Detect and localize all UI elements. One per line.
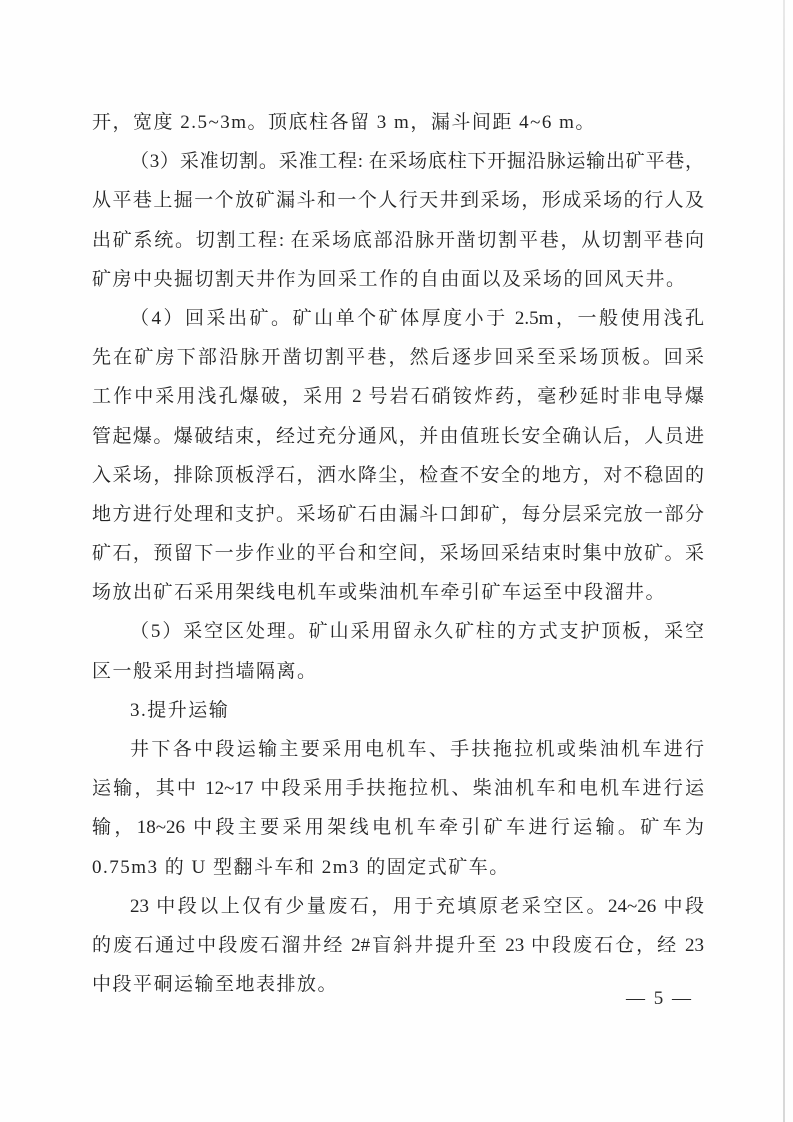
page-number: — 5 — (626, 988, 693, 1009)
text-line: 井下各中段运输主要采用电机车、手扶拖拉机或柴油机车进行 (130, 739, 704, 760)
text-line: 矿石，预留下一步作业的平台和空间，采场回采结束时集中放矿。采 (92, 543, 704, 565)
document-body (92, 103, 704, 1004)
text-line: 0.75m3 的 U 型翻斗车和 2m3 的固定式矿车。 (92, 856, 510, 878)
text-line: 管起爆。爆破结束，经过充分通风，并由值班长安全确认后，人员进 (92, 425, 704, 447)
text-line: （5）采空区处理。矿山采用留永久矿柱的方式支护顶板，采空 (130, 621, 704, 643)
text-line: 出矿系统。切割工程: 在采场底部沿脉开凿切割平巷，从切割平巷向 (92, 229, 704, 251)
text-line: 从平巷上掘一个放矿漏斗和一个人行天井到采场，形成采场的行人及 (92, 190, 704, 212)
text-line: 地方进行处理和支护。采场矿石由漏斗口卸矿，每分层采完放一部分 (92, 503, 704, 525)
text-line: 开，宽度 2.5~3m。顶底柱各留 3 m，漏斗间距 4~6 m。 (92, 112, 596, 133)
text-line: 的废石通过中段废石溜井经 2#盲斜井提升至 23 中段废石仓，经 23 (92, 934, 704, 956)
text-line: 工作中采用浅孔爆破，采用 2 号岩石硝铵炸药，毫秒延时非电导爆 (92, 386, 704, 408)
text-line: 输，18~26 中段主要采用架线电机车牵引矿车进行运输。矿车为 (92, 817, 704, 839)
text-line: 运输，其中 12~17 中段采用手扶拖拉机、柴油机车和电机车进行运 (92, 778, 704, 800)
text-line: 先在矿房下部沿脉开凿切割平巷，然后逐步回采至采场顶板。回采 (92, 347, 704, 369)
text-line: 区一般采用封挡墙隔离。 (92, 660, 318, 682)
text-line: 23 中段以上仅有少量废石，用于充填原老采空区。24~26 中段 (130, 895, 704, 917)
text-line: 场放出矿石采用架线电机车或柴油机车牵引矿车运至中段溜井。 (92, 582, 667, 604)
text-line: （4）回采出矿。矿山单个矿体厚度小于 2.5m，一般使用浅孔 (130, 307, 704, 329)
text-line: （3）采准切割。采准工程: 在采场底柱下开掘沿脉运输出矿平巷， (130, 151, 704, 173)
text-line: 3.提升运输 (130, 699, 230, 721)
scan-edge-line (783, 0, 785, 1122)
text-line: 入采场，排除顶板浮石，洒水降尘，检查不安全的地方，对不稳固的 (92, 464, 704, 486)
text-line: 矿房中央掘切割天井作为回采工作的自由面以及采场的回风天井。 (92, 268, 687, 290)
text-line: 中段平硐运输至地表排放。 (92, 974, 339, 996)
